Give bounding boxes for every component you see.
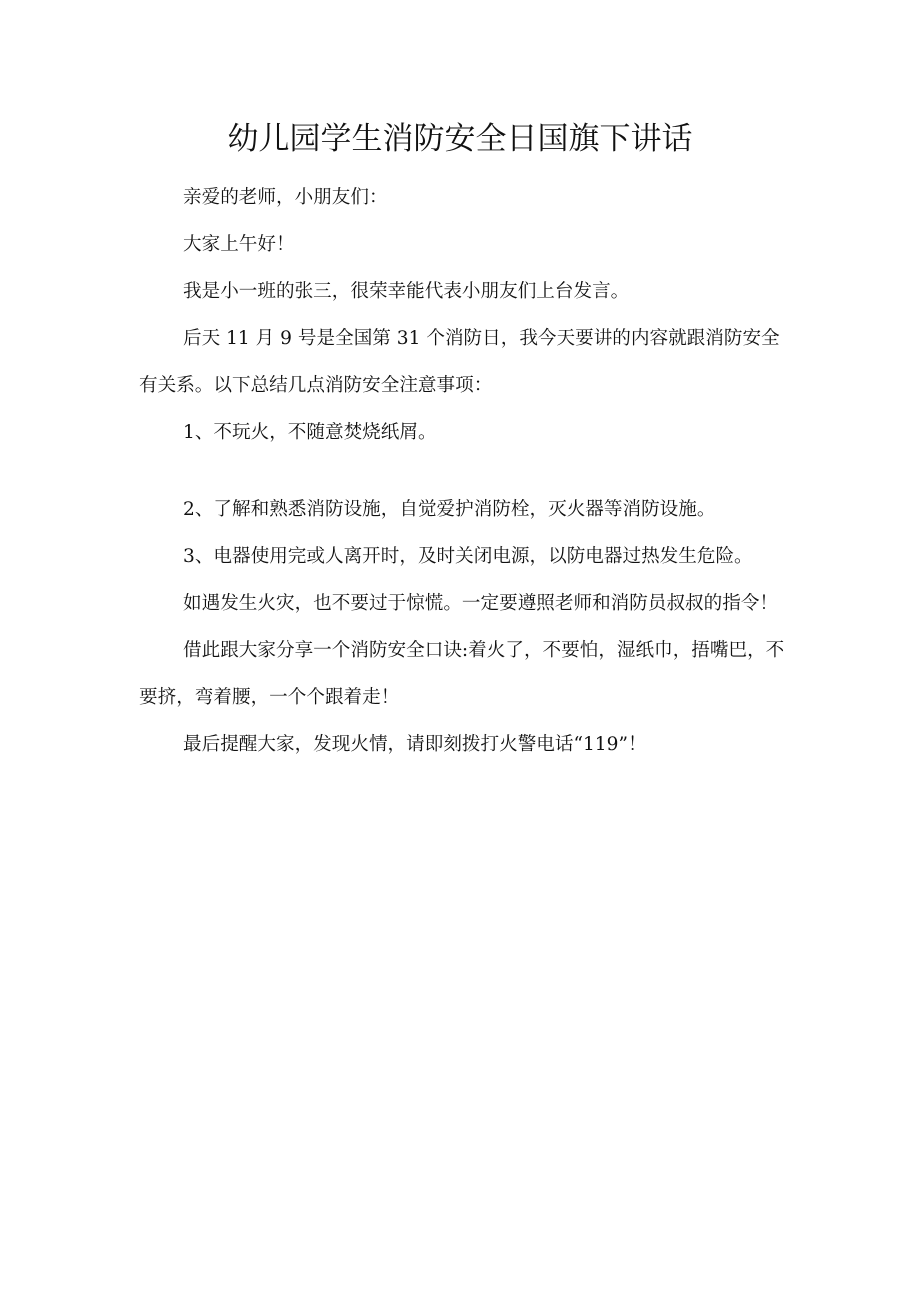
- paragraph-slogan: 借此跟大家分享一个消防安全口诀:着火了，不要怕，湿纸巾，捂嘴巴，不要挤，弯着腰，一个个跟着走！: [139, 640, 785, 708]
- paragraph-fire-response: 如遇发生火灾，也不要过于惊慌。一定要遵照老师和消防员叔叔的指令！: [183, 593, 779, 614]
- paragraph-good-morning: 大家上午好！: [183, 234, 295, 255]
- document-title: 幼儿园学生消防安全日国旗下讲话: [227, 121, 693, 157]
- document-body: [139, 174, 789, 768]
- paragraph-introduction: 我是小一班的张三，很荣幸能代表小朋友们上台发言。: [183, 281, 630, 302]
- paragraph-fire-day: 后天 11 月 9 号是全国第 31 个消防日，我今天要讲的内容就跟消防安全有关系。以下总结几点消防安全注意事项：: [139, 328, 780, 396]
- paragraph-tip-2: 2、了解和熟悉消防设施，自觉爱护消防栓，灭火器等消防设施。: [183, 499, 716, 520]
- paragraph-greeting: 亲爱的老师，小朋友们：: [183, 187, 388, 208]
- paragraph-closing: 最后提醒大家，发现火情，请即刻拨打火警电话“119”！: [183, 734, 647, 755]
- paragraph-tip-3: 3、电器使用完或人离开时，及时关闭电源，以防电器过热发生危险。: [183, 546, 753, 567]
- paragraph-tip-1: 1、不玩火，不随意焚烧纸屑。: [183, 422, 437, 443]
